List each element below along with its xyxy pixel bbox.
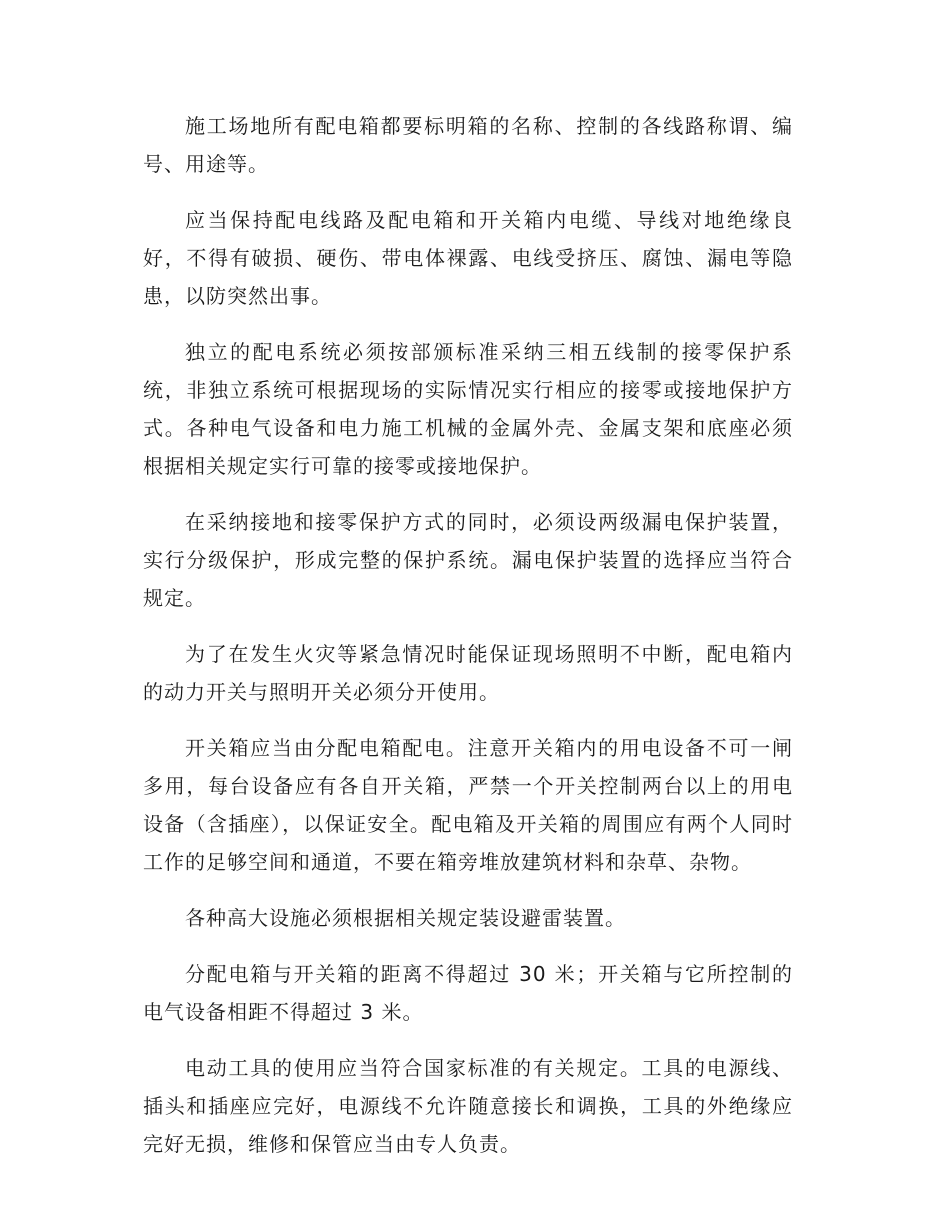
paragraph-power-tools: 电动工具的使用应当符合国家标准的有关规定。工具的电源线、插头和插座应完好，电源线不允许随意接长和调换，工具的外绝缘应完好无损，维修和保管应当由专人负责。 [143,1056,793,1156]
paragraph-lightning-protection: 各种高大设施必须根据相关规定装设避雷装置。 [185,906,626,930]
paragraph-grounding-system: 独立的配电系统必须按部颁标准采纳三相五线制的接零保护系统，非独立系统可根据现场的实际情况实行相应的接零或接地保护方式。各种电气设备和电力施工机械的金属外壳、金属支架和底座必须根据相关规定实行可靠的接零或接地保护。 [143,340,793,478]
paragraph-switch-box: 开关箱应当由分配电箱配电。注意开关箱内的用电设备不可一闸多用，每台设备应有各自开关箱，严禁一个开关控制两台以上的用电设备（含插座），以保证安全。配电箱及开关箱的周围应有两个人同时工作的足够空间和通道，不要在箱旁堆放建筑材料和杂草、杂物。 [143,736,793,874]
paragraph-lighting-switch: 为了在发生火灾等紧急情况时能保证现场照明不中断，配电箱内的动力开关与照明开关必须分开使用。 [143,642,793,704]
paragraph-insulation: 应当保持配电线路及配电箱和开关箱内电缆、导线对地绝缘良好，不得有破损、硬伤、带电体裸露、电线受挤压、腐蚀、漏电等隐患，以防突然出事。 [143,208,793,308]
paragraph-distance-limits: 分配电箱与开关箱的距离不得超过 30 米；开关箱与它所控制的电气设备相距不得超过 3 米。 [143,962,793,1024]
paragraph-leakage-protection: 在采纳接地和接零保护方式的同时，必须设两级漏电保护装置，实行分级保护，形成完整的保护系统。漏电保护装置的选择应当符合规定。 [143,510,793,610]
document-page [143,107,793,1181]
paragraph-distribution-box-labels: 施工场地所有配电箱都要标明箱的名称、控制的各线路称谓、编号、用途等。 [143,114,793,176]
